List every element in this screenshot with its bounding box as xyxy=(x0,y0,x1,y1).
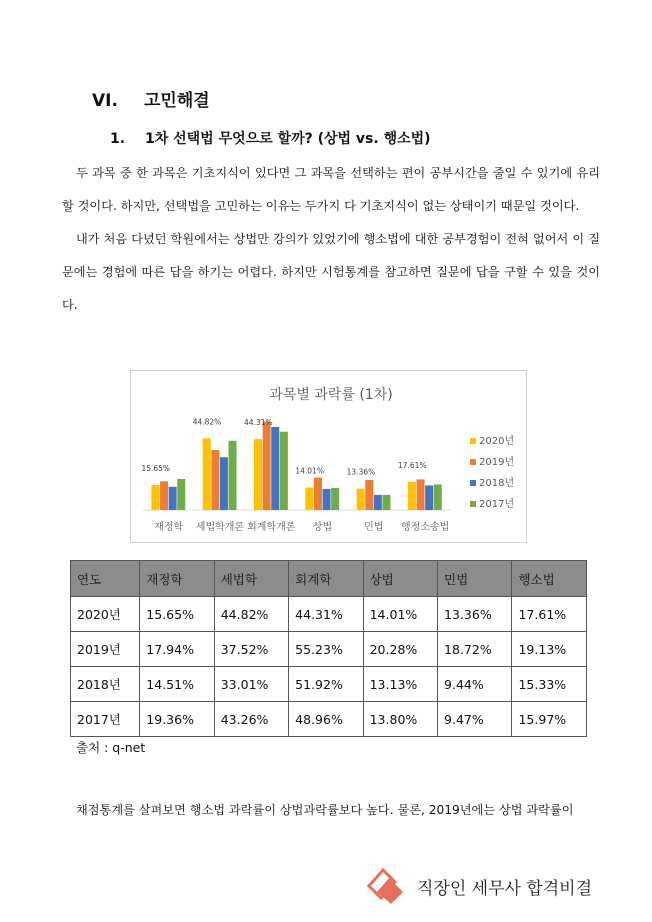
table-cell: 37.52% xyxy=(214,632,288,667)
x-tick-label: 행정소송법 xyxy=(400,522,450,533)
bar xyxy=(425,485,433,510)
header-cell: 행소법 xyxy=(512,561,587,597)
bar xyxy=(160,481,168,510)
section-heading xyxy=(92,86,210,111)
table-cell: 43.26% xyxy=(214,702,288,737)
table-cell: 20.28% xyxy=(363,632,437,667)
table-cell: 19.13% xyxy=(512,632,587,667)
bar xyxy=(151,485,159,510)
table-cell: 14.01% xyxy=(363,597,437,632)
x-tick-label: 민법 xyxy=(364,522,384,533)
header-cell: 회계학 xyxy=(289,561,363,597)
bar xyxy=(408,482,416,510)
table-row xyxy=(71,597,587,632)
bar xyxy=(177,479,185,510)
paragraph-3: 채점통계를 살펴보면 행소법 과락률이 상법과락률보다 높다. 물론, 2019년에는 상법 과락률이 xyxy=(76,803,574,817)
data-label: 14.01% xyxy=(295,466,324,476)
table-cell: 13.36% xyxy=(438,597,512,632)
bar xyxy=(280,432,288,510)
legend-label: 2020년 xyxy=(479,436,515,447)
table-cell: 55.23% xyxy=(289,632,363,667)
chart-title: 과목별 과락률 (1차) xyxy=(269,387,393,403)
x-tick-label: 회계학개론 xyxy=(247,522,296,533)
table-header-row xyxy=(71,561,587,597)
brand-footer xyxy=(365,866,605,906)
bar-chart xyxy=(131,371,526,542)
bar xyxy=(434,484,442,510)
subsection-number: 1. xyxy=(110,131,126,147)
data-label: 44.31% xyxy=(244,418,273,428)
section-number: VI. xyxy=(92,91,118,111)
bar xyxy=(263,422,271,510)
table-cell: 44.82% xyxy=(214,597,288,632)
source-note: 출처 : q-net xyxy=(76,740,146,755)
table-cell: 33.01% xyxy=(214,667,288,702)
subsection-title: 1차 선택법 무엇으로 할까? (상법 vs. 행소법) xyxy=(145,131,431,147)
table-cell: 15.97% xyxy=(512,702,587,737)
header-cell: 재정학 xyxy=(140,561,214,597)
table-cell: 2020년 xyxy=(71,597,140,632)
bar xyxy=(211,450,219,510)
header-cell: 세법학 xyxy=(214,561,288,597)
bar xyxy=(229,441,237,510)
bar xyxy=(271,427,279,510)
subsection-heading xyxy=(110,128,431,148)
body-text xyxy=(62,157,600,322)
table-row xyxy=(71,702,587,737)
bar xyxy=(382,495,390,510)
header-cell: 연도 xyxy=(71,561,140,597)
table-cell: 18.72% xyxy=(438,632,512,667)
legend-swatch xyxy=(470,459,476,465)
bar xyxy=(169,487,177,510)
table-cell: 2018년 xyxy=(71,667,140,702)
legend-swatch xyxy=(470,501,476,507)
header-cell: 상법 xyxy=(363,561,437,597)
chart-container xyxy=(130,370,527,543)
bar xyxy=(323,489,331,510)
legend-label: 2019년 xyxy=(479,457,515,468)
table-cell: 2019년 xyxy=(71,632,140,667)
legend-label: 2017년 xyxy=(479,499,515,510)
table-cell: 19.36% xyxy=(140,702,214,737)
legend-swatch xyxy=(470,438,476,444)
table-cell: 48.96% xyxy=(289,702,363,737)
section-title: 고민해결 xyxy=(144,91,210,111)
table-row xyxy=(71,667,587,702)
table-cell: 17.61% xyxy=(512,597,587,632)
paragraph-2: 내가 처음 다녔던 학원에서는 상법만 강의가 있었기에 행소법에 대한 공부경험이 전혀 없어서 이 질문에는 경험에 따른 답을 하기는 어렵다. 하지만 시험통계를 참고하면 질문에 답을 구할 수 있을 것이다. xyxy=(62,232,600,312)
x-tick-label: 재정학 xyxy=(154,522,184,533)
x-tick-label: 세법학개론 xyxy=(195,522,245,533)
table-cell: 13.80% xyxy=(363,702,437,737)
bar xyxy=(417,479,425,510)
bar xyxy=(305,488,313,510)
data-label: 17.61% xyxy=(397,460,427,470)
brand-name: 직장인 세무사 합격비결 xyxy=(417,879,593,899)
bar xyxy=(374,495,382,510)
bar xyxy=(357,489,365,510)
legend-label: 2018년 xyxy=(479,478,515,489)
legend-swatch xyxy=(470,480,476,486)
bar xyxy=(254,439,262,510)
table-cell: 13.13% xyxy=(363,667,437,702)
x-tick-label: 상법 xyxy=(312,522,333,533)
paragraph-1: 두 과목 중 한 과목은 기초지식이 있다면 그 과목을 선택하는 편이 공부시간을 줄일 수 있기에 유리할 것이다. 하지만, 선택법을 고민하는 이유는 두가지 다 기초지식이 없는 상태이기 때문일 것이다. xyxy=(62,166,600,213)
bar xyxy=(331,488,339,510)
price-tag-icon xyxy=(365,866,413,906)
table-cell: 9.47% xyxy=(438,702,512,737)
table-cell: 51.92% xyxy=(289,667,363,702)
table-cell: 2017년 xyxy=(71,702,140,737)
table-cell: 9.44% xyxy=(438,667,512,702)
table-cell: 17.94% xyxy=(140,632,214,667)
table-cell: 15.33% xyxy=(512,667,587,702)
data-label: 15.65% xyxy=(141,463,171,473)
header-cell: 민법 xyxy=(438,561,512,597)
table-cell: 44.31% xyxy=(289,597,363,632)
bar xyxy=(220,457,228,510)
fail-rate-table xyxy=(70,560,587,737)
data-label: 44.82% xyxy=(192,417,222,427)
data-label: 13.36% xyxy=(346,467,376,477)
bar xyxy=(365,480,373,510)
table-cell: 14.51% xyxy=(140,667,214,702)
table-row xyxy=(71,632,587,667)
bar xyxy=(314,478,322,510)
table-cell: 15.65% xyxy=(140,597,214,632)
bar xyxy=(203,438,211,510)
